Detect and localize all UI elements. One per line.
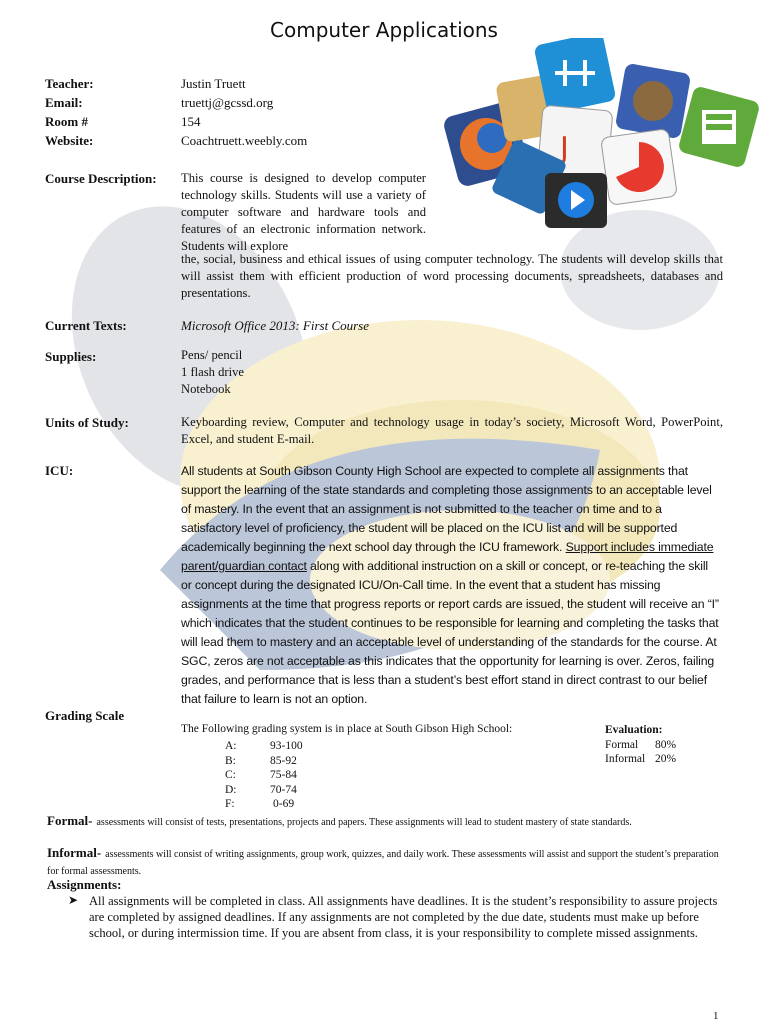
evaluation-label: Evaluation:	[605, 724, 663, 736]
grade-row	[225, 768, 303, 783]
teacher-value: Justin Truett	[181, 76, 246, 91]
gimp-icon	[615, 63, 691, 139]
supplies-list	[181, 347, 381, 398]
grade-letter: A:	[225, 740, 237, 752]
supply-item: 1 flash drive	[181, 365, 244, 379]
grade-range: 0-69	[273, 798, 295, 810]
grading-intro: The Following grading system is in place at South Gibson High School:	[181, 723, 513, 735]
evaluation-pct: 20%	[655, 753, 677, 765]
chart-icon	[601, 129, 678, 206]
icu-text	[181, 462, 719, 709]
evaluation-pct: 80%	[655, 738, 677, 751]
grade-range: 93-100	[270, 740, 303, 752]
current-texts-value: Microsoft Office 2013: First Course	[181, 318, 370, 333]
media-player-icon	[545, 173, 607, 228]
course-description-label: Course Description:	[45, 171, 157, 186]
evaluation-block	[605, 723, 676, 767]
grade-range: 75-84	[270, 769, 297, 781]
page-number: 1	[713, 1010, 719, 1022]
spreadsheet-icon	[677, 85, 760, 168]
grade-row	[225, 797, 303, 812]
grade-range: 85-92	[270, 754, 297, 767]
current-texts-label: Current Texts:	[45, 318, 127, 333]
course-description-text-narrow: This course is designed to develop computer technology skills. Students will use a variety of computer software and hardware tools and features of an electronic information network. Students will explore	[181, 171, 426, 253]
grade-row	[225, 739, 303, 754]
formal-section	[47, 813, 727, 830]
grading-scale-label: Grading Scale	[45, 708, 125, 723]
software-icons-cluster	[440, 38, 760, 238]
assignments-list	[68, 893, 718, 941]
informal-section	[47, 845, 727, 879]
formal-text: assessments will consist of tests, presentations, projects and papers. These assignments will lead to student mastery of state standards.	[96, 817, 632, 828]
page-title: Computer Applications	[270, 18, 498, 42]
room-value: 154	[181, 114, 201, 129]
svg-text:J: J	[560, 131, 569, 166]
network-icon	[533, 38, 616, 115]
informal-text: assessments will consist of writing assignments, group work, quizzes, and daily work. These assessments will assist and support the student’s preparation for formal assessments.	[47, 849, 719, 877]
evaluation-name: Informal	[605, 753, 646, 765]
email-value: truettj@gcssd.org	[181, 95, 274, 110]
room-label: Room #	[45, 114, 88, 129]
evaluation-row	[605, 738, 676, 753]
evaluation-row	[605, 752, 676, 767]
arrow-bullet-icon: ➤	[68, 893, 79, 907]
grade-letter: B:	[225, 754, 236, 767]
assignments-bullet-text: All assignments will be completed in class. All assignments have deadlines. It is the student’s responsibility to assure projects are completed by assigned deadlines. If any assignments are not completed by the due date, students must make up before school, or during intermission time. If you are absent from class, it is your responsibility to complete missed assignments.	[89, 894, 718, 940]
website-value: Coachtruett.weebly.com	[181, 133, 308, 148]
assignments-label: Assignments:	[47, 877, 122, 892]
supply-item: Notebook	[181, 382, 231, 396]
grade-row	[225, 754, 303, 769]
icu-label: ICU:	[45, 463, 74, 478]
informal-label: Informal-	[47, 845, 102, 860]
grade-letter: C:	[225, 769, 236, 781]
grade-row	[225, 783, 303, 798]
email-label: Email:	[45, 95, 83, 110]
icu-text-part-b: along with additional instruction on a skill or concept, or re-teaching the skill or concept during the designated ICU/On-Call time. In the event that a student has missing assignments at the time that progress reports or report cards are issued, the student will receive an “I” which indicates that the student continues to be responsible for learning and completing the tasks that will lead them to mastery and an acceptable level of understanding of the standards for the course. At SGC, zeros are not acceptable as this indicates that the opportunity for learning is over. Zeros, failing grades, and performance that is less than a student’s best effort stand in direct contrast to our belief that failure to learn is not an option.	[181, 559, 719, 706]
units-of-study-label: Units of Study:	[45, 415, 129, 430]
supply-item: Pens/ pencil	[181, 348, 243, 362]
course-description-text-wide: the, social, business and ethical issues of using computer technology. The students will develop skills that will assist them with efficient production of word processing documents, spreadsheets, databases and presentations.	[181, 252, 723, 300]
teacher-label: Teacher:	[45, 76, 94, 91]
icu-support-link-text: Support includes immediate parent/guardian contact	[181, 540, 714, 573]
grade-scale-table	[225, 739, 303, 812]
grade-letter: D:	[225, 783, 237, 796]
evaluation-name: Formal	[605, 738, 639, 751]
website-label: Website:	[45, 133, 94, 148]
grade-letter: F:	[225, 798, 235, 810]
grade-range: 70-74	[270, 783, 297, 796]
units-of-study-text: Keyboarding review, Computer and technology usage in today’s society, Microsoft Word, PowerPoint, Excel, and student E-mail.	[181, 415, 723, 446]
formal-label: Formal-	[47, 813, 93, 828]
icu-text-part-a: All students at South Gibson County High School are expected to complete all assignments that support the learning of the state standards and completing those assignments to an acceptable level of mastery. In the event that an assignment is not submitted to the teacher on time and to a satisfactory level of proficiency, the student will be placed on the ICU list and will be supported academically beginning the next school day through the ICU framework.	[181, 464, 712, 554]
supplies-label: Supplies:	[45, 349, 97, 364]
